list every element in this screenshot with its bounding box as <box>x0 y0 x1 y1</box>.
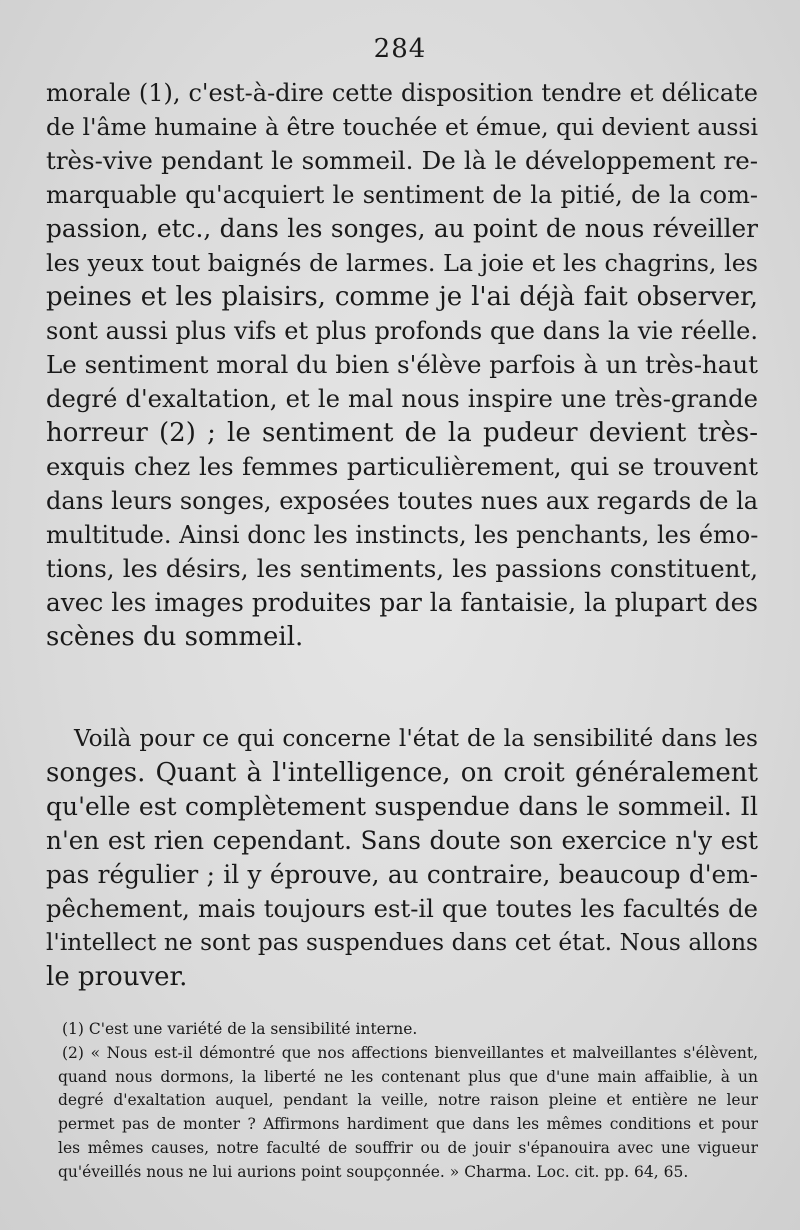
text-line: Le sentiment moral du bien s'élève parfois à un très-haut <box>46 350 758 379</box>
text-line: qu'elle est complètement suspendue dans le sommeil. Il <box>46 792 758 821</box>
footnote-2-line: (2) « Nous est-il démontré que nos affections bienveillantes et malveillantes s'élèvent, <box>62 1043 758 1062</box>
text-line: multitude. Ainsi donc les instincts, les penchants, les émo- <box>46 521 758 549</box>
text-line: n'en est rien cependant. Sans doute son exercice n'y est <box>46 826 758 855</box>
page-number: 284 <box>373 34 427 64</box>
text-line: songes. Quant à l'intelligence, on croit généralement <box>46 758 758 788</box>
text-line: Voilà pour ce qui concerne l'état de la sensibilité dans les <box>74 725 758 752</box>
text-line: horreur (2) ; le sentiment de la pudeur devient très- <box>46 418 758 448</box>
text-line: degré d'exaltation, et le mal nous inspire une très-grande <box>46 384 758 413</box>
footnote-2-line: les mêmes causes, notre faculté de souffrir ou de jouir s'épanouira avec une vigueur <box>58 1138 758 1157</box>
text-line: pêchement, mais toujours est-il que toutes les facultés de <box>46 894 758 923</box>
footnote-2-line: quand nous dormons, la liberté ne les contenant plus que d'une main affaiblie, à un <box>58 1067 758 1086</box>
text-line: scènes du sommeil. <box>46 622 304 652</box>
footnote-2-line: permet pas de monter ? Affirmons hardiment que dans les mêmes conditions et pour <box>58 1115 758 1134</box>
text-line: passion, etc., dans les songes, au point de nous réveiller <box>46 214 758 243</box>
text-line: marquable qu'acquiert le sentiment de la pitié, de la com- <box>46 181 758 209</box>
text-line: pas régulier ; il y éprouve, au contraire, beaucoup d'em- <box>46 860 758 889</box>
text-line: tions, les désirs, les sentiments, les passions constituent, <box>46 554 758 583</box>
footnote-2-line: degré d'exaltation auquel, pendant la veille, notre raison pleine et entière ne leur <box>58 1091 758 1110</box>
text-line: peines et les plaisirs, comme je l'ai déjà fait observer, <box>46 282 758 312</box>
paragraph-2 <box>46 722 758 994</box>
footnote-2-line: qu'éveillés nous ne lui aurions point soupçonnée. » Charma. Loc. cit. pp. 64, 65. <box>58 1162 689 1181</box>
text-line: de l'âme humaine à être touchée et émue, qui devient aussi <box>46 113 758 141</box>
text-line: dans leurs songes, exposées toutes nues aux regards de la <box>46 487 758 515</box>
text-line: les yeux tout baignés de larmes. La joie et les chagrins, les <box>46 249 758 277</box>
text-line: très-vive pendant le sommeil. De là le développement re- <box>46 146 758 175</box>
footnotes <box>58 1018 758 1185</box>
text-line: sont aussi plus vifs et plus profonds que dans la vie réelle. <box>46 317 758 345</box>
text-line: exquis chez les femmes particulièrement, qui se trouvent <box>46 452 758 481</box>
text-line: l'intellect ne sont pas suspendues dans cet état. Nous allons <box>46 929 758 956</box>
paragraph-1 <box>46 76 758 654</box>
text-line: le prouver. <box>46 962 188 992</box>
text-line: morale (1), c'est-à-dire cette disposition tendre et délicate <box>46 79 758 107</box>
footnote-1: (1) C'est une variété de la sensibilité interne. <box>62 1020 418 1038</box>
text-line: avec les images produites par la fantaisie, la plupart des <box>46 588 758 617</box>
